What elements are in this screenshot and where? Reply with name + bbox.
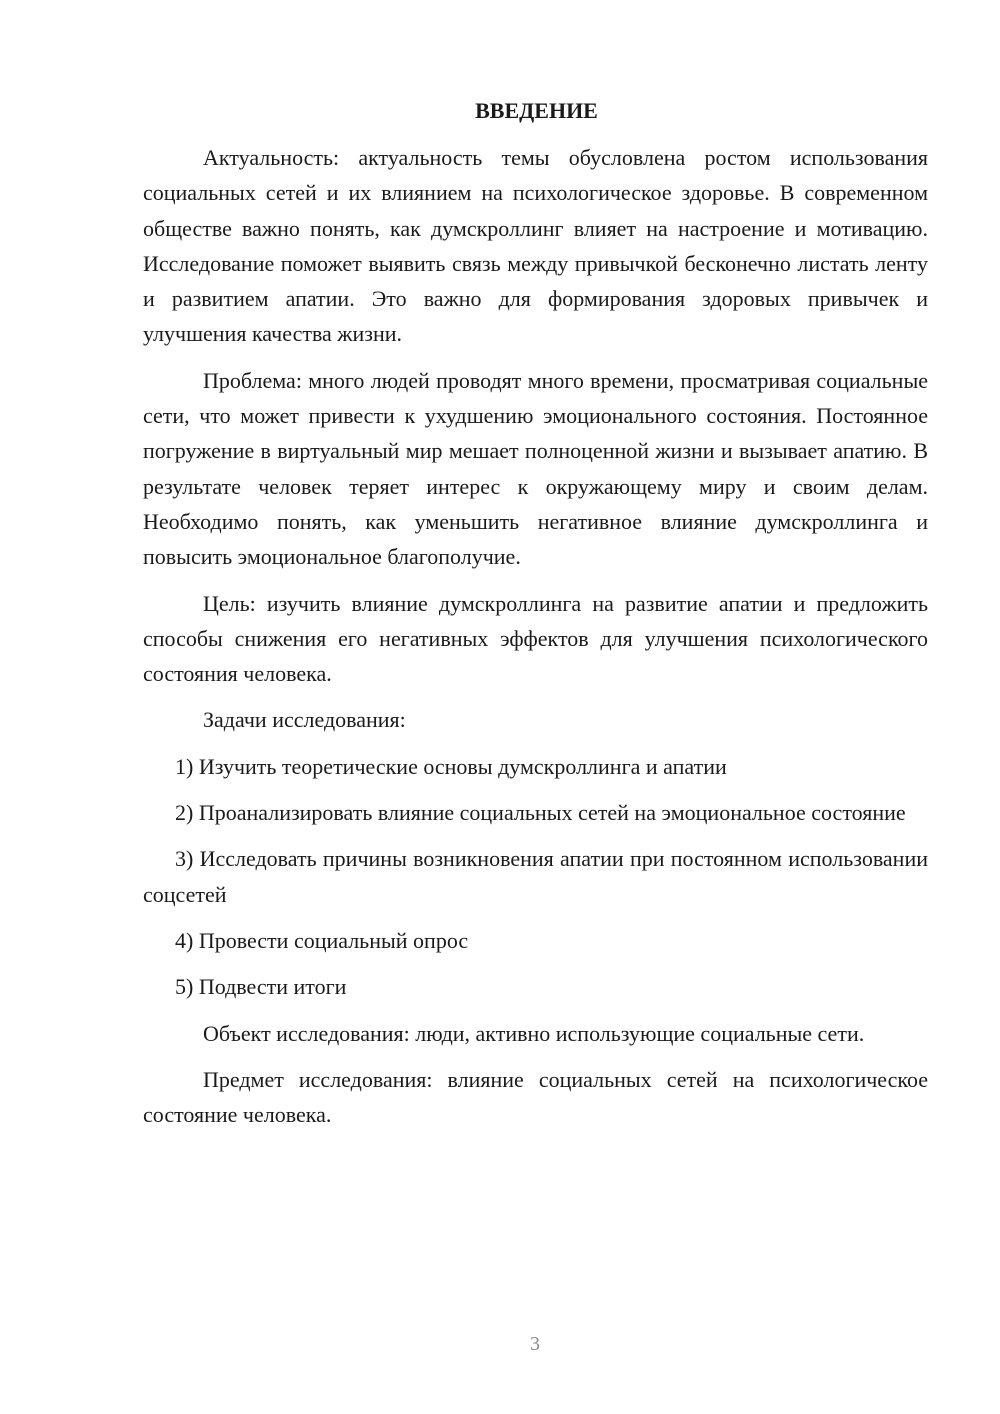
tasks-title: Задачи исследования: (203, 707, 406, 733)
task-item-1: 1) Изучить теоретические основы думскроллинга и апатии (175, 753, 727, 779)
object-paragraph: Объект исследования: люди, активно использующие социальные сети. (203, 1020, 865, 1046)
page-content (143, 93, 928, 1132)
problem-paragraph: Проблема: много людей проводят много времени, просматривая социальные сети, что может привести к ухудшению эмоционального состояния. Постоянное погружение в виртуальный мир мешает полноценной жизни и вызывает апатию. В результате человек теряет интерес к окружающему миру и своим делам. Необходимо понять, как уменьшить негативное влияние думскроллинга и повысить эмоциональное благополучие. (143, 367, 928, 570)
task-item-4: 4) Провести социальный опрос (175, 927, 469, 953)
task-item-5: 5) Подвести итоги (175, 974, 347, 1000)
task-item-3: 3) Исследовать причины возникновения апатии при постоянном использовании соцсетей (143, 846, 928, 907)
goal-paragraph: Цель: изучить влияние думскроллинга на развитие апатии и предложить способы снижения его негативных эффектов для улучшения психологического состояния человека. (143, 590, 928, 687)
task-item-2: 2) Проанализировать влияние социальных сетей на эмоциональное состояние (175, 800, 906, 826)
relevance-paragraph: Актуальность: актуальность темы обусловлена ростом использования социальных сетей и их влиянием на психологическое здоровье. В современном обществе важно понять, как думскроллинг влияет на настроение и мотивацию. Исследование поможет выявить связь между привычкой бесконечно листать ленту и развитием апатии. Это важно для формирования здоровых привычек и улучшения качества жизни. (143, 145, 928, 347)
subject-paragraph: Предмет исследования: влияние социальных сетей на психологическое состояние человека. (143, 1066, 928, 1128)
page-number: 3 (530, 1333, 540, 1355)
page-title: ВВЕДЕНИЕ (475, 98, 598, 123)
